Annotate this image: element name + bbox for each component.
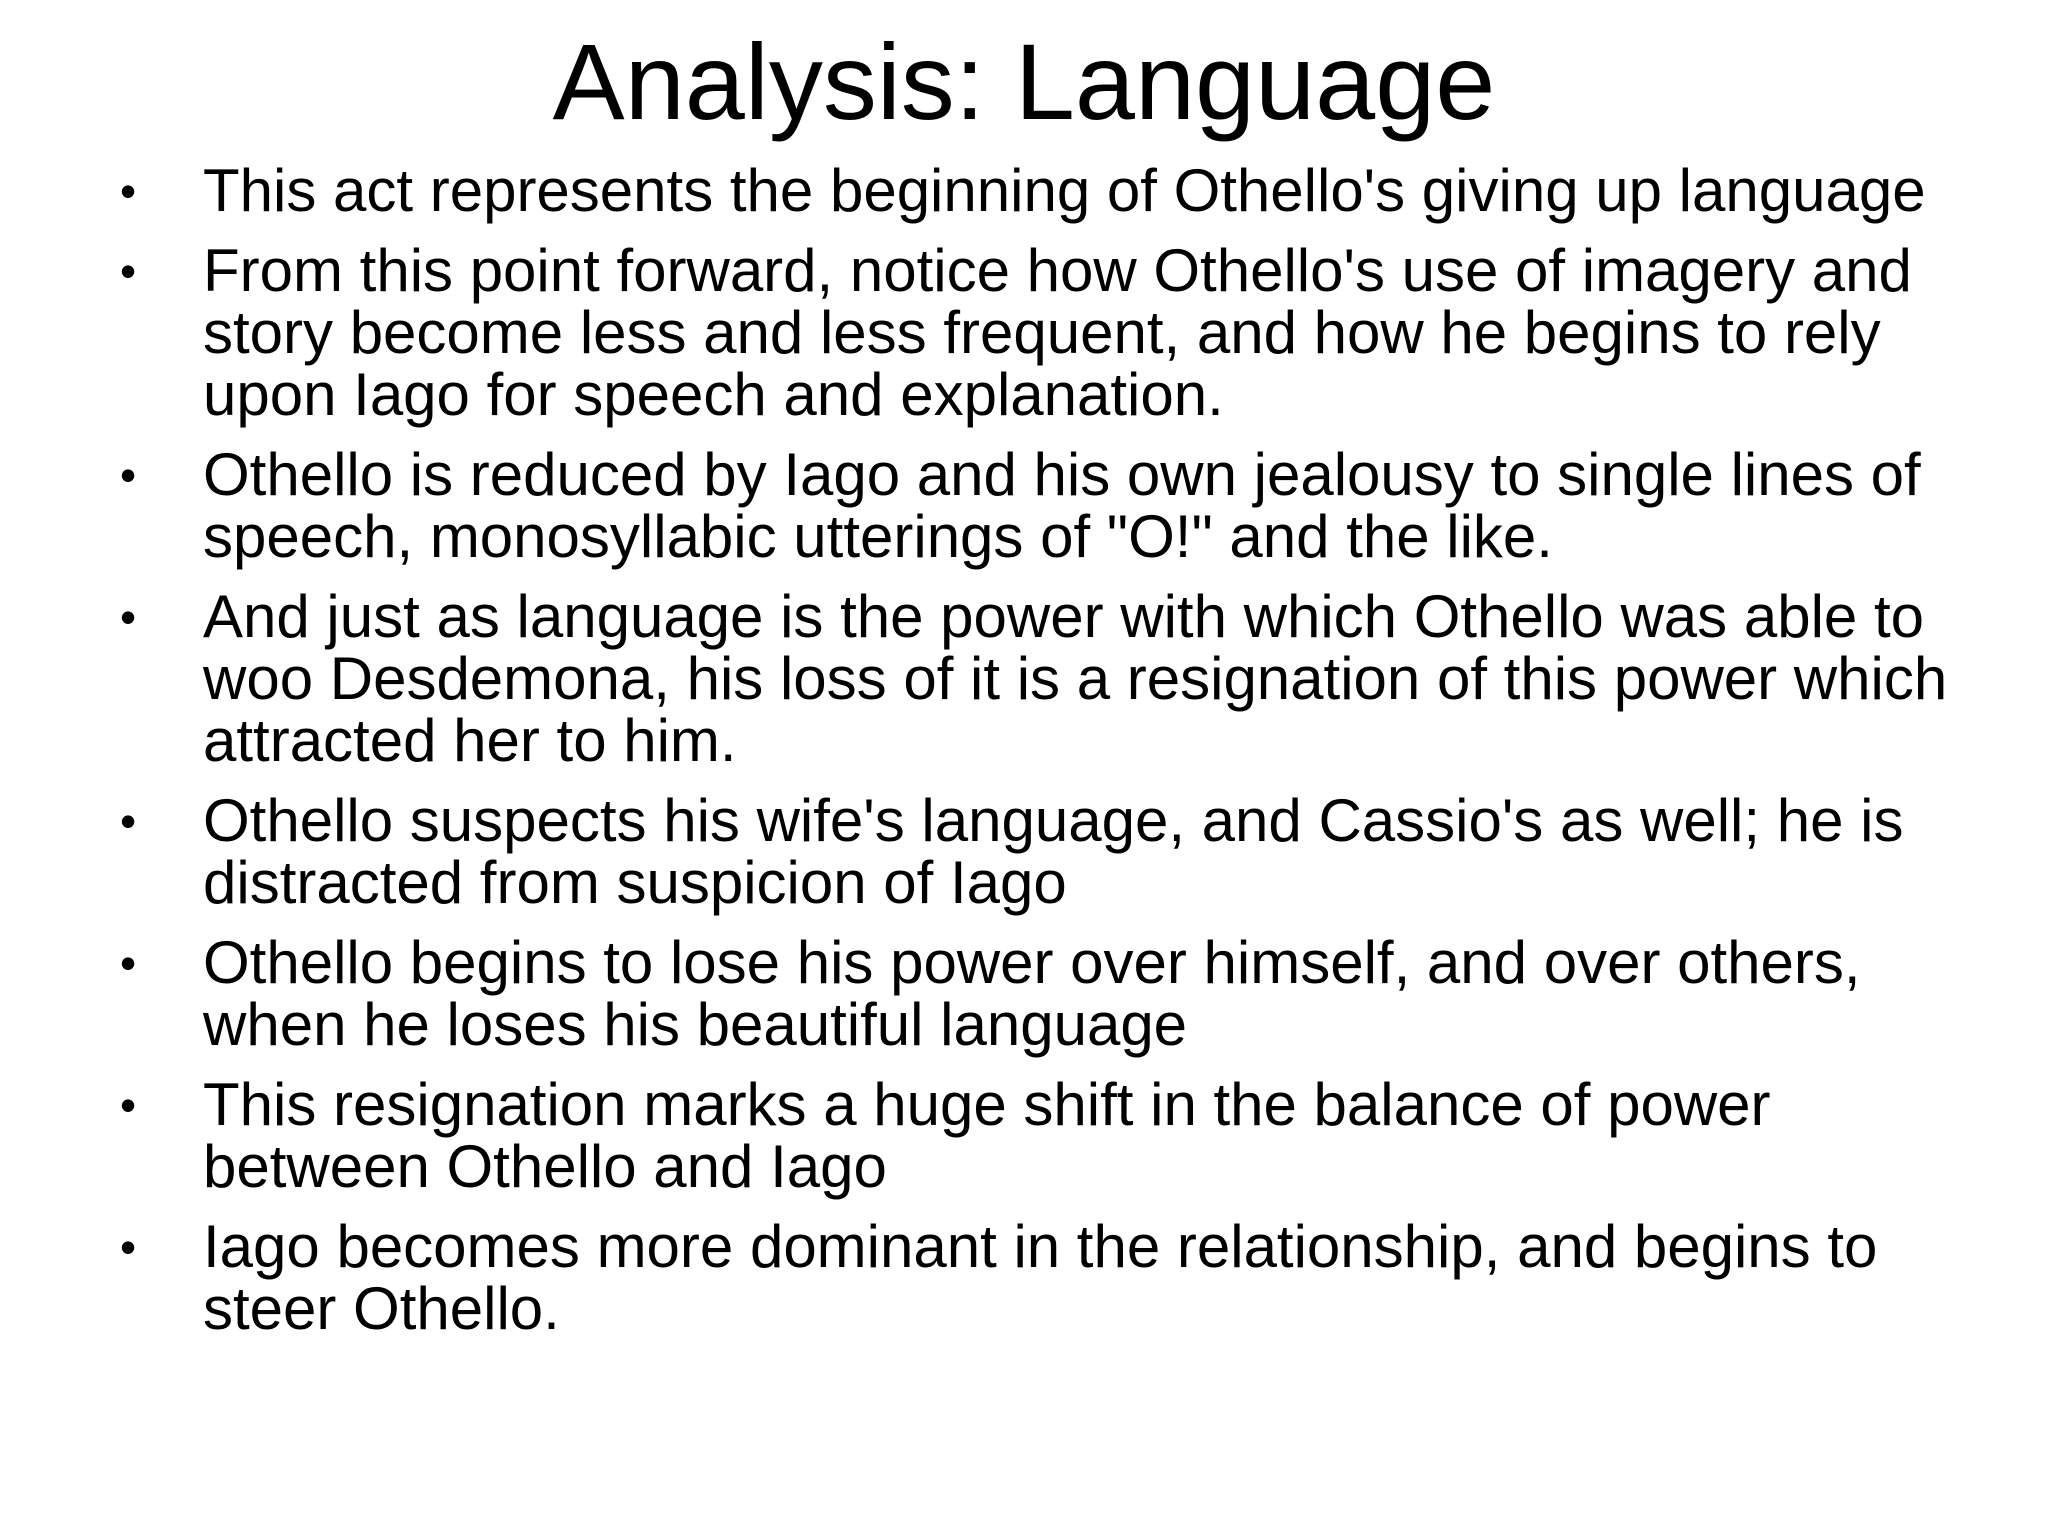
bullet-dot-icon: •	[120, 795, 137, 847]
bullet-dot-icon: •	[120, 449, 137, 501]
bullet-text: Iago becomes more dominant in the relationship, and begins to steer Othello.	[203, 1213, 1878, 1342]
bullet-text: This act represents the beginning of Othello's giving up language	[203, 157, 1926, 224]
bullet-dot-icon: •	[120, 165, 137, 217]
bullet-dot-icon: •	[120, 1079, 137, 1131]
bullet-item	[118, 583, 1958, 774]
bullet-text: Othello is reduced by Iago and his own jealousy to single lines of speech, monosyllabic utterings of "O!" and the like.	[203, 441, 1921, 570]
bullet-dot-icon: •	[120, 937, 137, 989]
bullet-item	[118, 787, 1958, 916]
bullet-text: Othello begins to lose his power over himself, and over others, when he loses his beautiful language	[203, 929, 1861, 1058]
bullet-dot-icon: •	[120, 245, 137, 297]
bullet-text: From this point forward, notice how Othello's use of imagery and story become less and less frequent, and how he begins to rely upon Iago for speech and explanation.	[203, 237, 1912, 428]
bullet-list	[118, 157, 1958, 1358]
bullet-text: And just as language is the power with which Othello was able to woo Desdemona, his loss of it is a resignation of this power which attracted her to him.	[203, 583, 1948, 774]
bullet-text: This resignation marks a huge shift in the balance of power between Othello and Iago	[203, 1071, 1771, 1200]
bullet-item	[118, 441, 1958, 570]
slide-title: Analysis: Language	[552, 21, 1496, 142]
bullet-item	[118, 1213, 1958, 1342]
bullet-item	[118, 929, 1958, 1058]
bullet-dot-icon: •	[120, 591, 137, 643]
bullet-item	[118, 157, 1958, 224]
bullet-item	[118, 237, 1958, 428]
bullet-dot-icon: •	[120, 1221, 137, 1273]
bullet-item	[118, 1071, 1958, 1200]
bullet-text: Othello suspects his wife's language, and Cassio's as well; he is distracted from suspicion of Iago	[203, 787, 1904, 916]
